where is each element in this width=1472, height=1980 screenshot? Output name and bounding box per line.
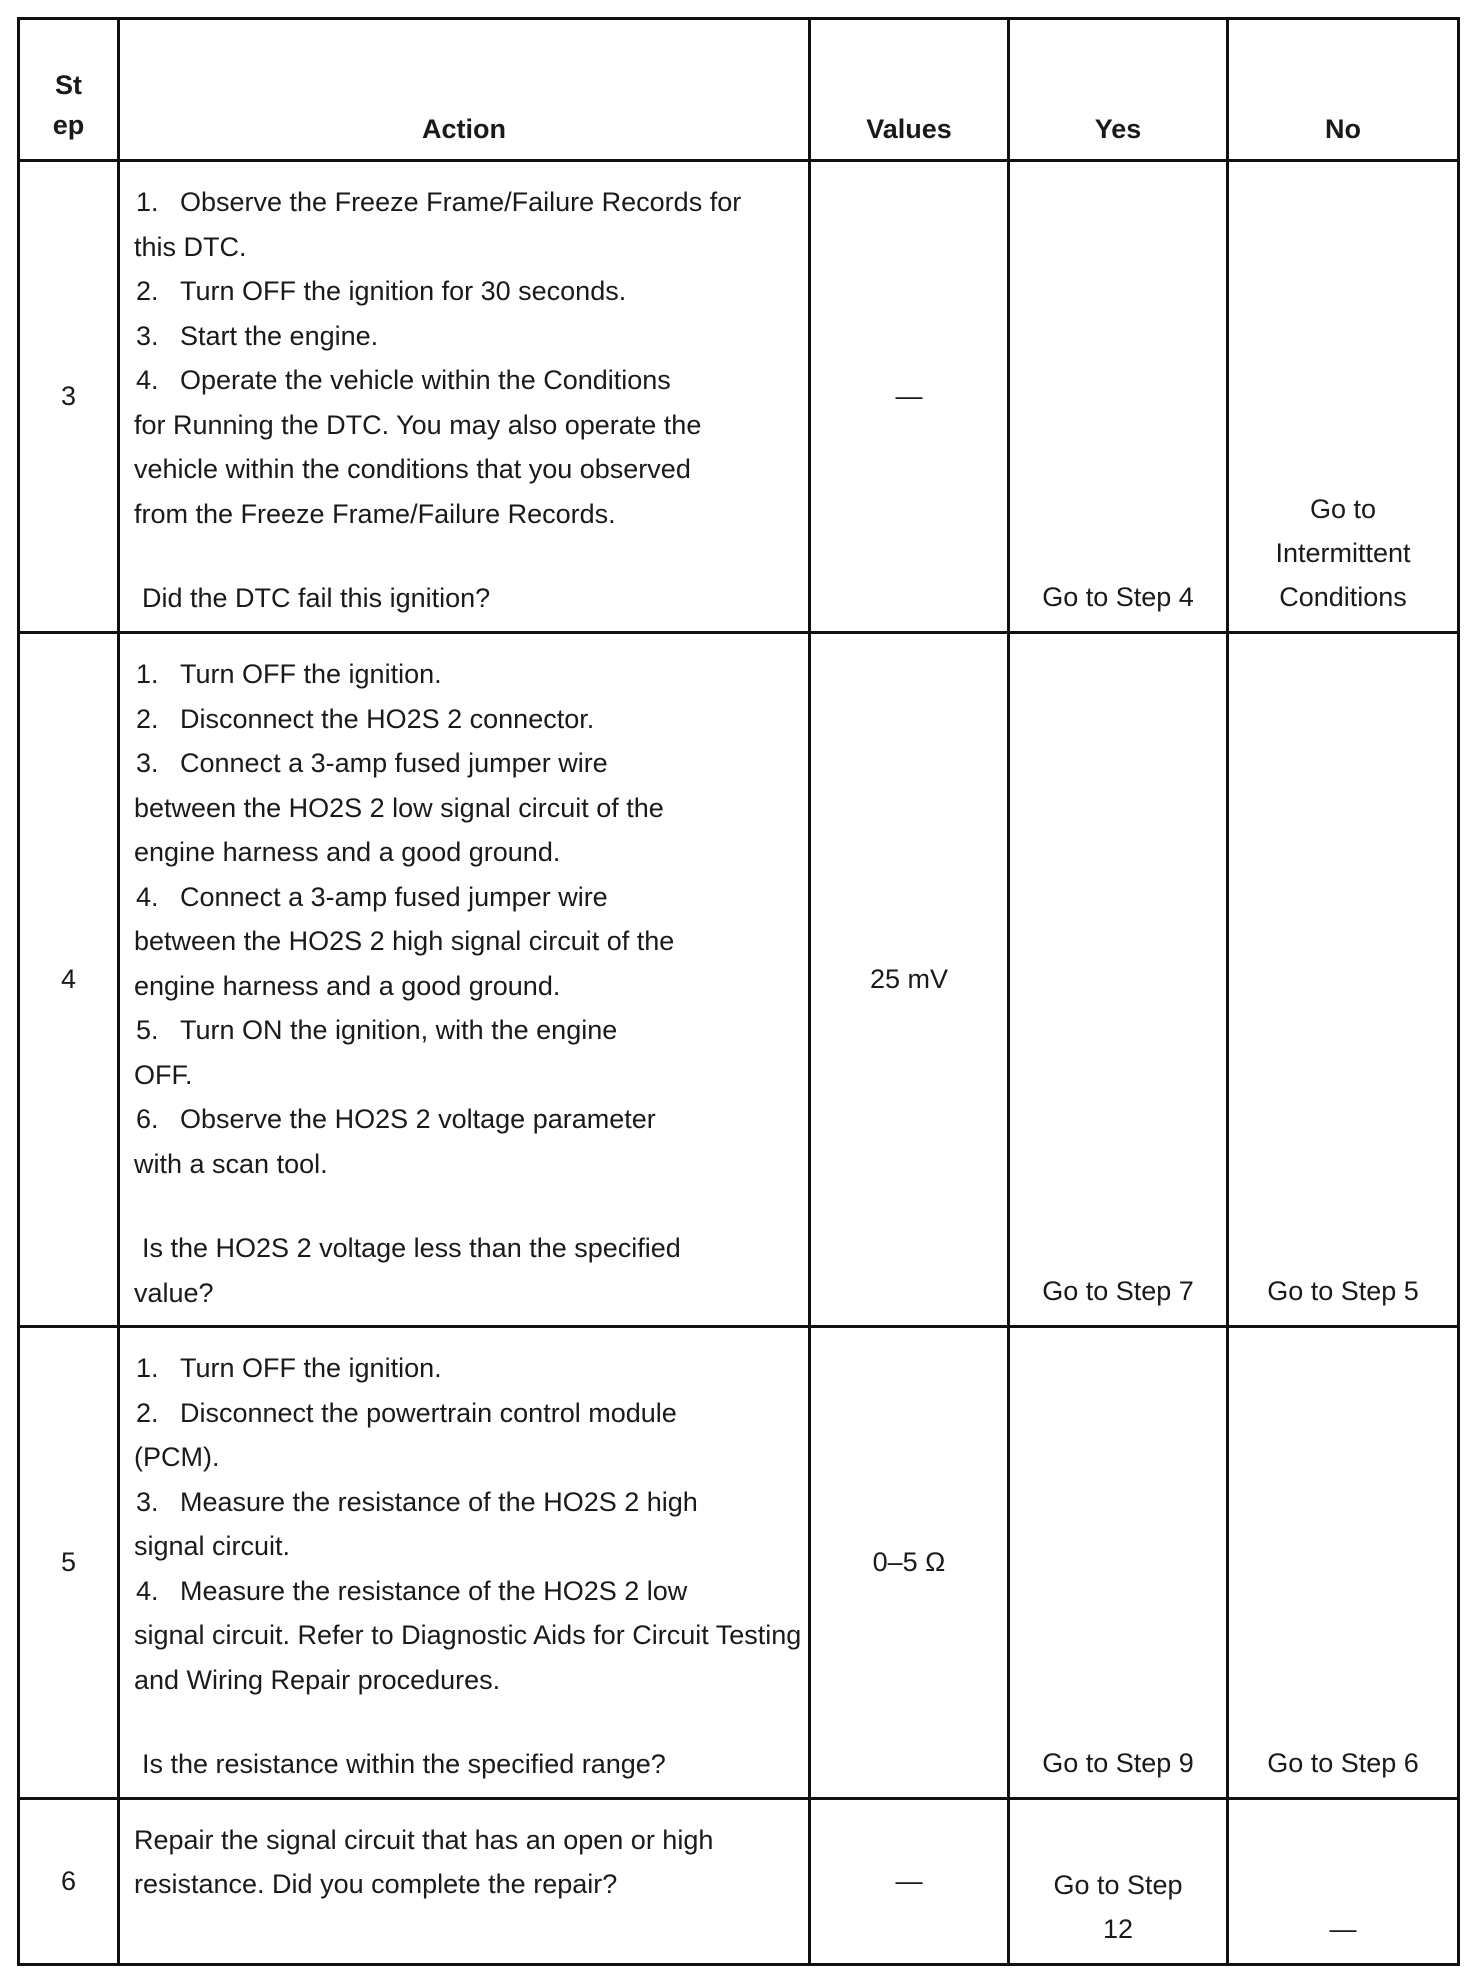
no-cell: — xyxy=(1228,1798,1459,1964)
action-item: 3. Connect a 3-amp fused jumper wire xyxy=(136,748,608,778)
step-number: 3 xyxy=(19,161,119,633)
action-text-cont: resistance. Did you complete the repair? xyxy=(134,1869,618,1899)
yes-cell: Go to Step 7 xyxy=(1009,633,1228,1327)
action-item: 1. Observe the Freeze Frame/Failure Records for xyxy=(136,187,742,217)
action-item-cont: signal circuit. Refer to Diagnostic Aids for Circuit Testing xyxy=(134,1620,802,1650)
action-question-cont: value? xyxy=(134,1277,214,1308)
action-cell xyxy=(119,161,810,633)
header-no: No xyxy=(1228,19,1459,161)
action-text: Repair the signal circuit that has an open or high xyxy=(134,1824,714,1855)
header-action: Action xyxy=(119,19,810,161)
values-cell: — xyxy=(810,161,1009,633)
action-item-cont: signal circuit. xyxy=(134,1531,291,1561)
action-item: 5. Turn ON the ignition, with the engine xyxy=(136,1015,618,1045)
values-cell: 0–5 Ω xyxy=(810,1327,1009,1799)
header-step-line1: St xyxy=(55,70,82,100)
action-item-cont: engine harness and a good ground. xyxy=(134,970,561,1001)
diagnostic-table xyxy=(17,17,1460,1966)
action-item-cont: vehicle within the conditions that you observed xyxy=(134,454,691,484)
action-question: Is the resistance within the specified range? xyxy=(142,1749,666,1779)
action-item: 4. Connect a 3-amp fused jumper wire xyxy=(136,881,608,912)
header-step xyxy=(19,19,119,161)
step-number: 4 xyxy=(19,633,119,1327)
action-item-cont: (PCM). xyxy=(134,1442,220,1472)
action-item-cont: between the HO2S 2 high signal circuit of the xyxy=(134,926,675,956)
action-item-cont: engine harness and a good ground. xyxy=(134,837,561,867)
no-cell: Go to Step 5 xyxy=(1228,633,1459,1327)
action-item-cont: from the Freeze Frame/Failure Records. xyxy=(134,498,616,529)
action-item: 4. Measure the resistance of the HO2S 2 low xyxy=(136,1575,688,1606)
action-item-cont: between the HO2S 2 low signal circuit of the xyxy=(134,792,664,823)
action-item: 2. Turn OFF the ignition for 30 seconds. xyxy=(136,276,627,306)
action-cell xyxy=(119,1327,810,1799)
header-yes: Yes xyxy=(1009,19,1228,161)
action-cell xyxy=(119,1798,810,1964)
action-item-cont: OFF. xyxy=(134,1059,193,1090)
action-item: 4. Operate the vehicle within the Conditions xyxy=(136,365,671,395)
header-row xyxy=(19,19,1459,161)
action-item: 2. Disconnect the powertrain control module xyxy=(136,1397,677,1428)
action-item-cont: and Wiring Repair procedures. xyxy=(134,1664,501,1695)
action-question: Did the DTC fail this ignition? xyxy=(142,583,491,613)
step-number: 5 xyxy=(19,1327,119,1799)
action-item-cont: for Running the DTC. You may also operate the xyxy=(134,409,702,440)
yes-cell: Go to Step 12 xyxy=(1009,1798,1228,1964)
table-row xyxy=(19,161,1459,633)
header-values: Values xyxy=(810,19,1009,161)
action-item-cont: with a scan tool. xyxy=(134,1148,328,1179)
no-cell: Go to Step 6 xyxy=(1228,1327,1459,1799)
action-item: 1. Turn OFF the ignition. xyxy=(136,659,442,689)
table-row xyxy=(19,633,1459,1327)
no-cell: Go to Intermittent Conditions xyxy=(1228,161,1459,633)
action-cell xyxy=(119,633,810,1327)
table-row xyxy=(19,1798,1459,1964)
action-item: 2. Disconnect the HO2S 2 connector. xyxy=(136,703,595,734)
action-item-cont: this DTC. xyxy=(134,231,247,262)
yes-cell: Go to Step 4 xyxy=(1009,161,1228,633)
values-cell: 25 mV xyxy=(810,633,1009,1327)
action-item: 6. Observe the HO2S 2 voltage parameter xyxy=(136,1104,656,1134)
table-row xyxy=(19,1327,1459,1799)
action-item: 3. Measure the resistance of the HO2S 2 high xyxy=(136,1486,698,1517)
step-number: 6 xyxy=(19,1798,119,1964)
header-step-line2: ep xyxy=(52,110,85,140)
values-cell: — xyxy=(810,1798,1009,1964)
action-item: 1. Turn OFF the ignition. xyxy=(136,1353,442,1383)
yes-cell: Go to Step 9 xyxy=(1009,1327,1228,1799)
action-item: 3. Start the engine. xyxy=(136,320,379,351)
action-question: Is the HO2S 2 voltage less than the specified xyxy=(142,1233,681,1263)
